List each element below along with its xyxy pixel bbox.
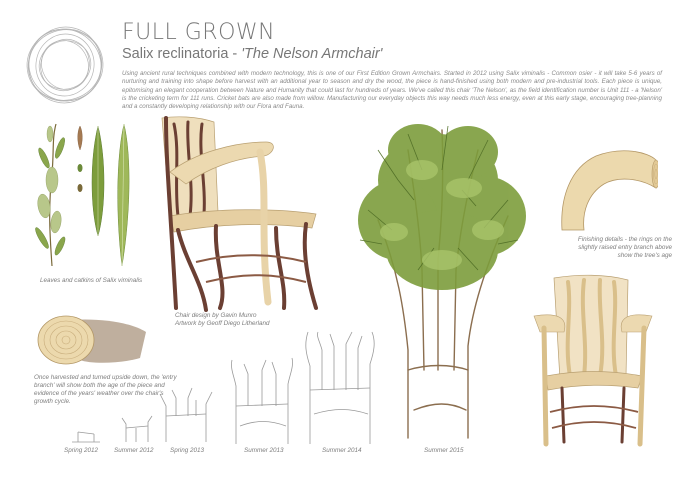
finished-chair-illustration [528, 272, 658, 448]
stump-caption: Once harvested and turned upside down, the 'entry branch' will show both the age of the piece and evidence of the years' weather over the chair's growth cycle. [34, 374, 177, 405]
page-title: FULL GROWN [122, 20, 276, 45]
page-subtitle [122, 46, 382, 62]
intro-paragraph: Using ancient rural techniques combined with modern technology, this is one of our First Edition Grown Armchairs. Started in 2012 using Salix viminalis - Common osier - it will take 5-6 years of nurturing and training into shape before harvest with an additional year to season and dry the wood, the piece is hand-finished using both modern and pre-industrial tools. Each piece is unique, epitomising an elegant cooperation between Nature and Humanity that could last for hundreds of years. We've called this chair 'The Nelson', as the field identification number is Unit 111 - a 'Nelson' is the cricketing term for 111 runs. Cricket bats are also made from willow. Manufacturing our everyday objects this way needs much less energy, even at this early stage, encouraging tree-planning and a constantly developing relationship with our Flora and Fauna. [122, 70, 662, 111]
growth-stage-summer-2012 [118, 414, 158, 444]
stage-label-summer-2015: Summer 2015 [424, 447, 464, 454]
full-grown-logo [22, 22, 108, 108]
leaves-caption: Leaves and catkins of Salix viminalis [40, 277, 143, 284]
stage-label-spring-2013: Spring 2013 [170, 447, 204, 454]
stump-rings-illustration [30, 312, 150, 368]
design-credit: Chair design by Gavin Munro [175, 312, 257, 319]
finishing-detail-illustration [552, 148, 658, 232]
artwork-credit: Artwork by Geoff Diego Litherland [175, 320, 270, 327]
stage-label-summer-2012: Summer 2012 [114, 447, 154, 454]
stage-label-spring-2012: Spring 2012 [64, 447, 98, 454]
willow-leaves-illustration [30, 118, 140, 268]
chair-name: 'The Nelson Armchair' [241, 46, 383, 62]
finishing-caption: Finishing details - the rings on the slightly raised entry branch above show the tree's age [577, 236, 672, 259]
nelson-armchair-illustration [156, 112, 326, 312]
willow-tree-illustration [338, 120, 538, 442]
growth-stage-summer-2013 [226, 356, 298, 446]
stage-label-summer-2014: Summer 2014 [322, 447, 362, 454]
growth-stage-spring-2013 [158, 386, 214, 444]
growth-stage-spring-2012 [68, 424, 104, 444]
species-name: Salix reclinatoria - [122, 46, 242, 62]
stage-label-summer-2013: Summer 2013 [244, 447, 284, 454]
